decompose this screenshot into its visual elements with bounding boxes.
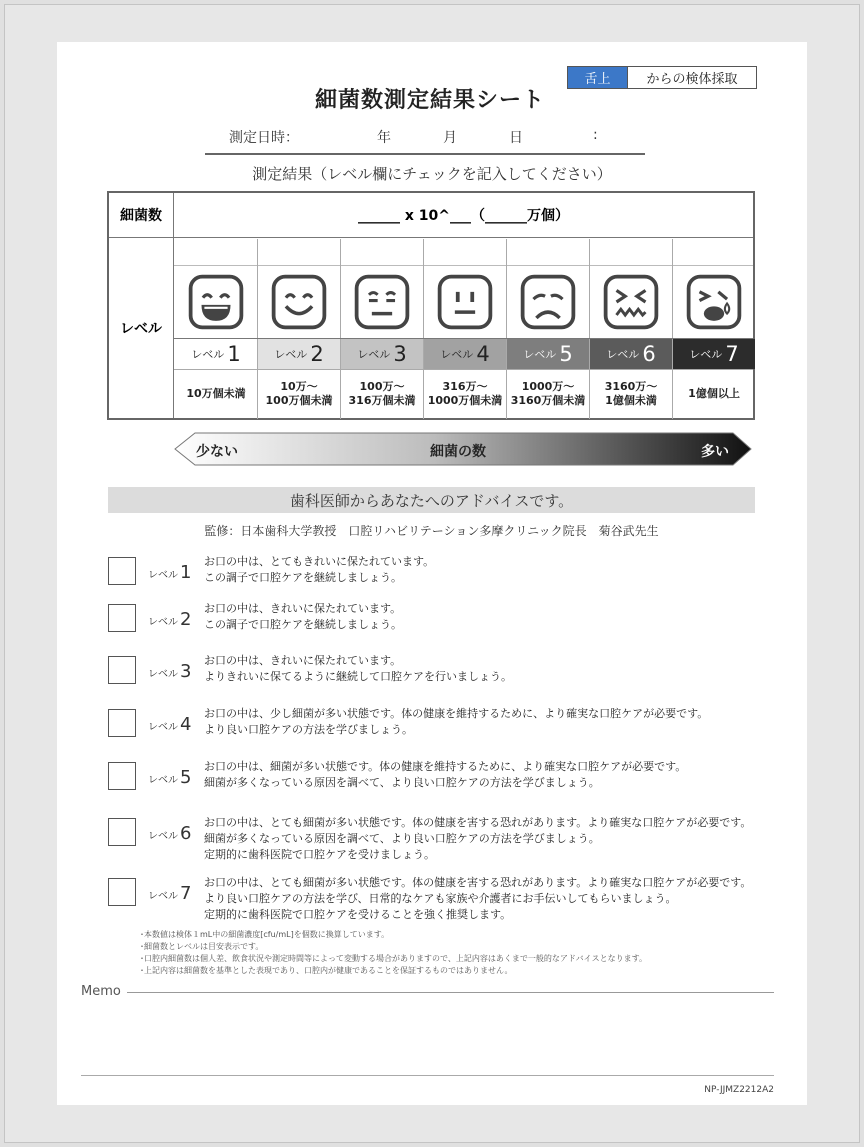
footnote: ･口腔内細菌数は個人差、飲食状況や測定時間等によって変動する場合がありますので、上記内容はあくまで一般的なアドバイスとなります。 bbox=[140, 954, 647, 963]
level-1-label: レベル 1 bbox=[175, 339, 257, 369]
date-colon: : bbox=[593, 127, 598, 143]
level-6-checkbox[interactable] bbox=[108, 818, 136, 846]
sample-source-highlight: 舌上 bbox=[568, 67, 627, 88]
level-4-checkbox[interactable] bbox=[108, 709, 136, 737]
advice-text: お口の中は、とても細菌が多い状態です。体の健康を害する恐れがあります。より確実な口腔ケアが必要です。 細菌が多くなっている原因を調べて、より良い口腔ケアの方法を学びましょう。 定期的に歯科医院で口腔ケアを受けましょう。 bbox=[204, 816, 752, 861]
level-6-range: 3160万～ 1億個未満 bbox=[604, 380, 658, 407]
level-7-face-cell[interactable] bbox=[673, 267, 755, 337]
date-label: 測定日時： bbox=[229, 130, 299, 146]
level-1-face-icon bbox=[187, 273, 245, 331]
date-month: 月 bbox=[443, 130, 457, 146]
footnote: ･上記内容は細菌数を基準とした表現であり、口腔内が健康であることを保証するものではありません。 bbox=[140, 966, 513, 975]
level-3-checkbox[interactable] bbox=[108, 656, 136, 684]
advice-text: お口の中は、きれいに保たれています。 よりきれいに保てるように継続して口腔ケアを行いましょう。 bbox=[204, 654, 512, 683]
arrow-few-label: 少ない bbox=[196, 444, 238, 460]
footnote: ･本数値は検体１mL中の細菌濃度[cfu/mL]を個数に換算しています。 bbox=[140, 930, 390, 939]
level-2-checkbox[interactable] bbox=[108, 604, 136, 632]
memo-label: Memo bbox=[81, 984, 121, 999]
level-4-range: 316万～ 1000万個未満 bbox=[427, 380, 503, 407]
level-5-face-icon bbox=[519, 273, 577, 331]
advice-heading: 歯科医師からあなたへのアドバイスです。 bbox=[108, 487, 755, 513]
level-5-checkbox[interactable] bbox=[108, 762, 136, 790]
arrow-many-label: 多い bbox=[701, 444, 729, 460]
level-1-face-cell[interactable] bbox=[175, 267, 257, 337]
level-5-range: 1000万～ 3160万個未満 bbox=[510, 380, 586, 407]
level-4-label: レベル 4 bbox=[424, 339, 506, 369]
bacteria-count-entry[interactable]: ______ x 10^___（______万個） bbox=[358, 208, 569, 224]
result-heading: 測定結果（レベル欄にチェックを記入してください） bbox=[252, 165, 612, 183]
footnotes bbox=[140, 929, 647, 977]
advice-level-label: レベル 7 bbox=[148, 883, 192, 904]
advice-text: お口の中は、とてもきれいに保たれています。 この調子で口腔ケアを継続しましょう。 bbox=[204, 555, 435, 584]
level-2-range: 10万～ 100万個未満 bbox=[265, 380, 333, 407]
level-1-checkbox[interactable] bbox=[108, 557, 136, 585]
date-day: 日 bbox=[509, 130, 523, 146]
date-year: 年 bbox=[377, 130, 391, 146]
memo-bottom-rule bbox=[81, 1075, 774, 1076]
footnote: ･細菌数とレベルは目安表示です。 bbox=[140, 942, 264, 951]
level-7-face-icon bbox=[685, 273, 743, 331]
level-3-face-cell[interactable] bbox=[341, 267, 423, 337]
advice-level-label: レベル 4 bbox=[148, 714, 192, 735]
level-7-label: レベル 7 bbox=[673, 339, 755, 369]
advice-level-label: レベル 1 bbox=[148, 562, 192, 583]
advice-text: お口の中は、細菌が多い状態です。体の健康を維持するために、より確実な口腔ケアが必要です。 細菌が多くなっている原因を調べて、より良い口腔ケアの方法を学びましょう。 bbox=[204, 760, 687, 789]
sheet-title: 細菌数測定結果シート bbox=[314, 88, 545, 113]
level-label: レベル bbox=[120, 321, 162, 337]
level-2-face-cell[interactable] bbox=[258, 267, 340, 337]
advice-text: お口の中は、きれいに保たれています。 この調子で口腔ケアを継続しましょう。 bbox=[204, 602, 402, 631]
level-5-face-cell[interactable] bbox=[507, 267, 589, 337]
level-6-face-cell[interactable] bbox=[590, 267, 672, 337]
sample-source-text: からの検体採取 bbox=[627, 67, 756, 88]
level-6-label: レベル 6 bbox=[590, 339, 672, 369]
level-3-face-icon bbox=[353, 273, 411, 331]
level-3-label: レベル 3 bbox=[341, 339, 423, 369]
bacteria-count-label: 細菌数 bbox=[120, 208, 162, 224]
advice-text: お口の中は、とても細菌が多い状態です。体の健康を害する恐れがあります。より確実な口腔ケアが必要です。 より良い口腔ケアの方法を学び、日常的なケアも家族や介護者にお手伝いしてもらいましょう。 定期的に歯科医院で口腔ケアを受けることを強く推奨します。 bbox=[204, 876, 752, 921]
level-5-label: レベル 5 bbox=[507, 339, 589, 369]
level-1-range: 10万個未満 bbox=[186, 387, 246, 400]
level-6-face-icon bbox=[602, 273, 660, 331]
advice-level-label: レベル 6 bbox=[148, 823, 192, 844]
level-2-label: レベル 2 bbox=[258, 339, 340, 369]
advice-level-label: レベル 5 bbox=[148, 767, 192, 788]
level-3-range: 100万～ 316万個未満 bbox=[348, 380, 416, 407]
supervisor-credit: 監修：日本歯科大学教授 口腔リハビリテーション多摩クリニック院長 菊谷武先生 bbox=[204, 524, 659, 538]
arrow-center-label: 細菌の数 bbox=[430, 444, 486, 460]
level-4-face-cell[interactable] bbox=[424, 267, 506, 337]
level-7-range: 1億個以上 bbox=[688, 387, 740, 400]
advice-text: お口の中は、少し細菌が多い状態です。体の健康を維持するために、より確実な口腔ケアが必要です。 より良い口腔ケアの方法を学びましょう。 bbox=[204, 707, 709, 736]
advice-level-label: レベル 2 bbox=[148, 609, 192, 630]
level-7-checkbox[interactable] bbox=[108, 878, 136, 906]
measurement-date-row[interactable] bbox=[205, 125, 645, 155]
level-2-face-icon bbox=[270, 273, 328, 331]
memo-rule bbox=[127, 992, 774, 993]
result-table bbox=[107, 191, 755, 420]
document-code: NP-JJMZ2212A2 bbox=[704, 1085, 774, 1095]
level-4-face-icon bbox=[436, 273, 494, 331]
advice-level-label: レベル 3 bbox=[148, 661, 192, 682]
